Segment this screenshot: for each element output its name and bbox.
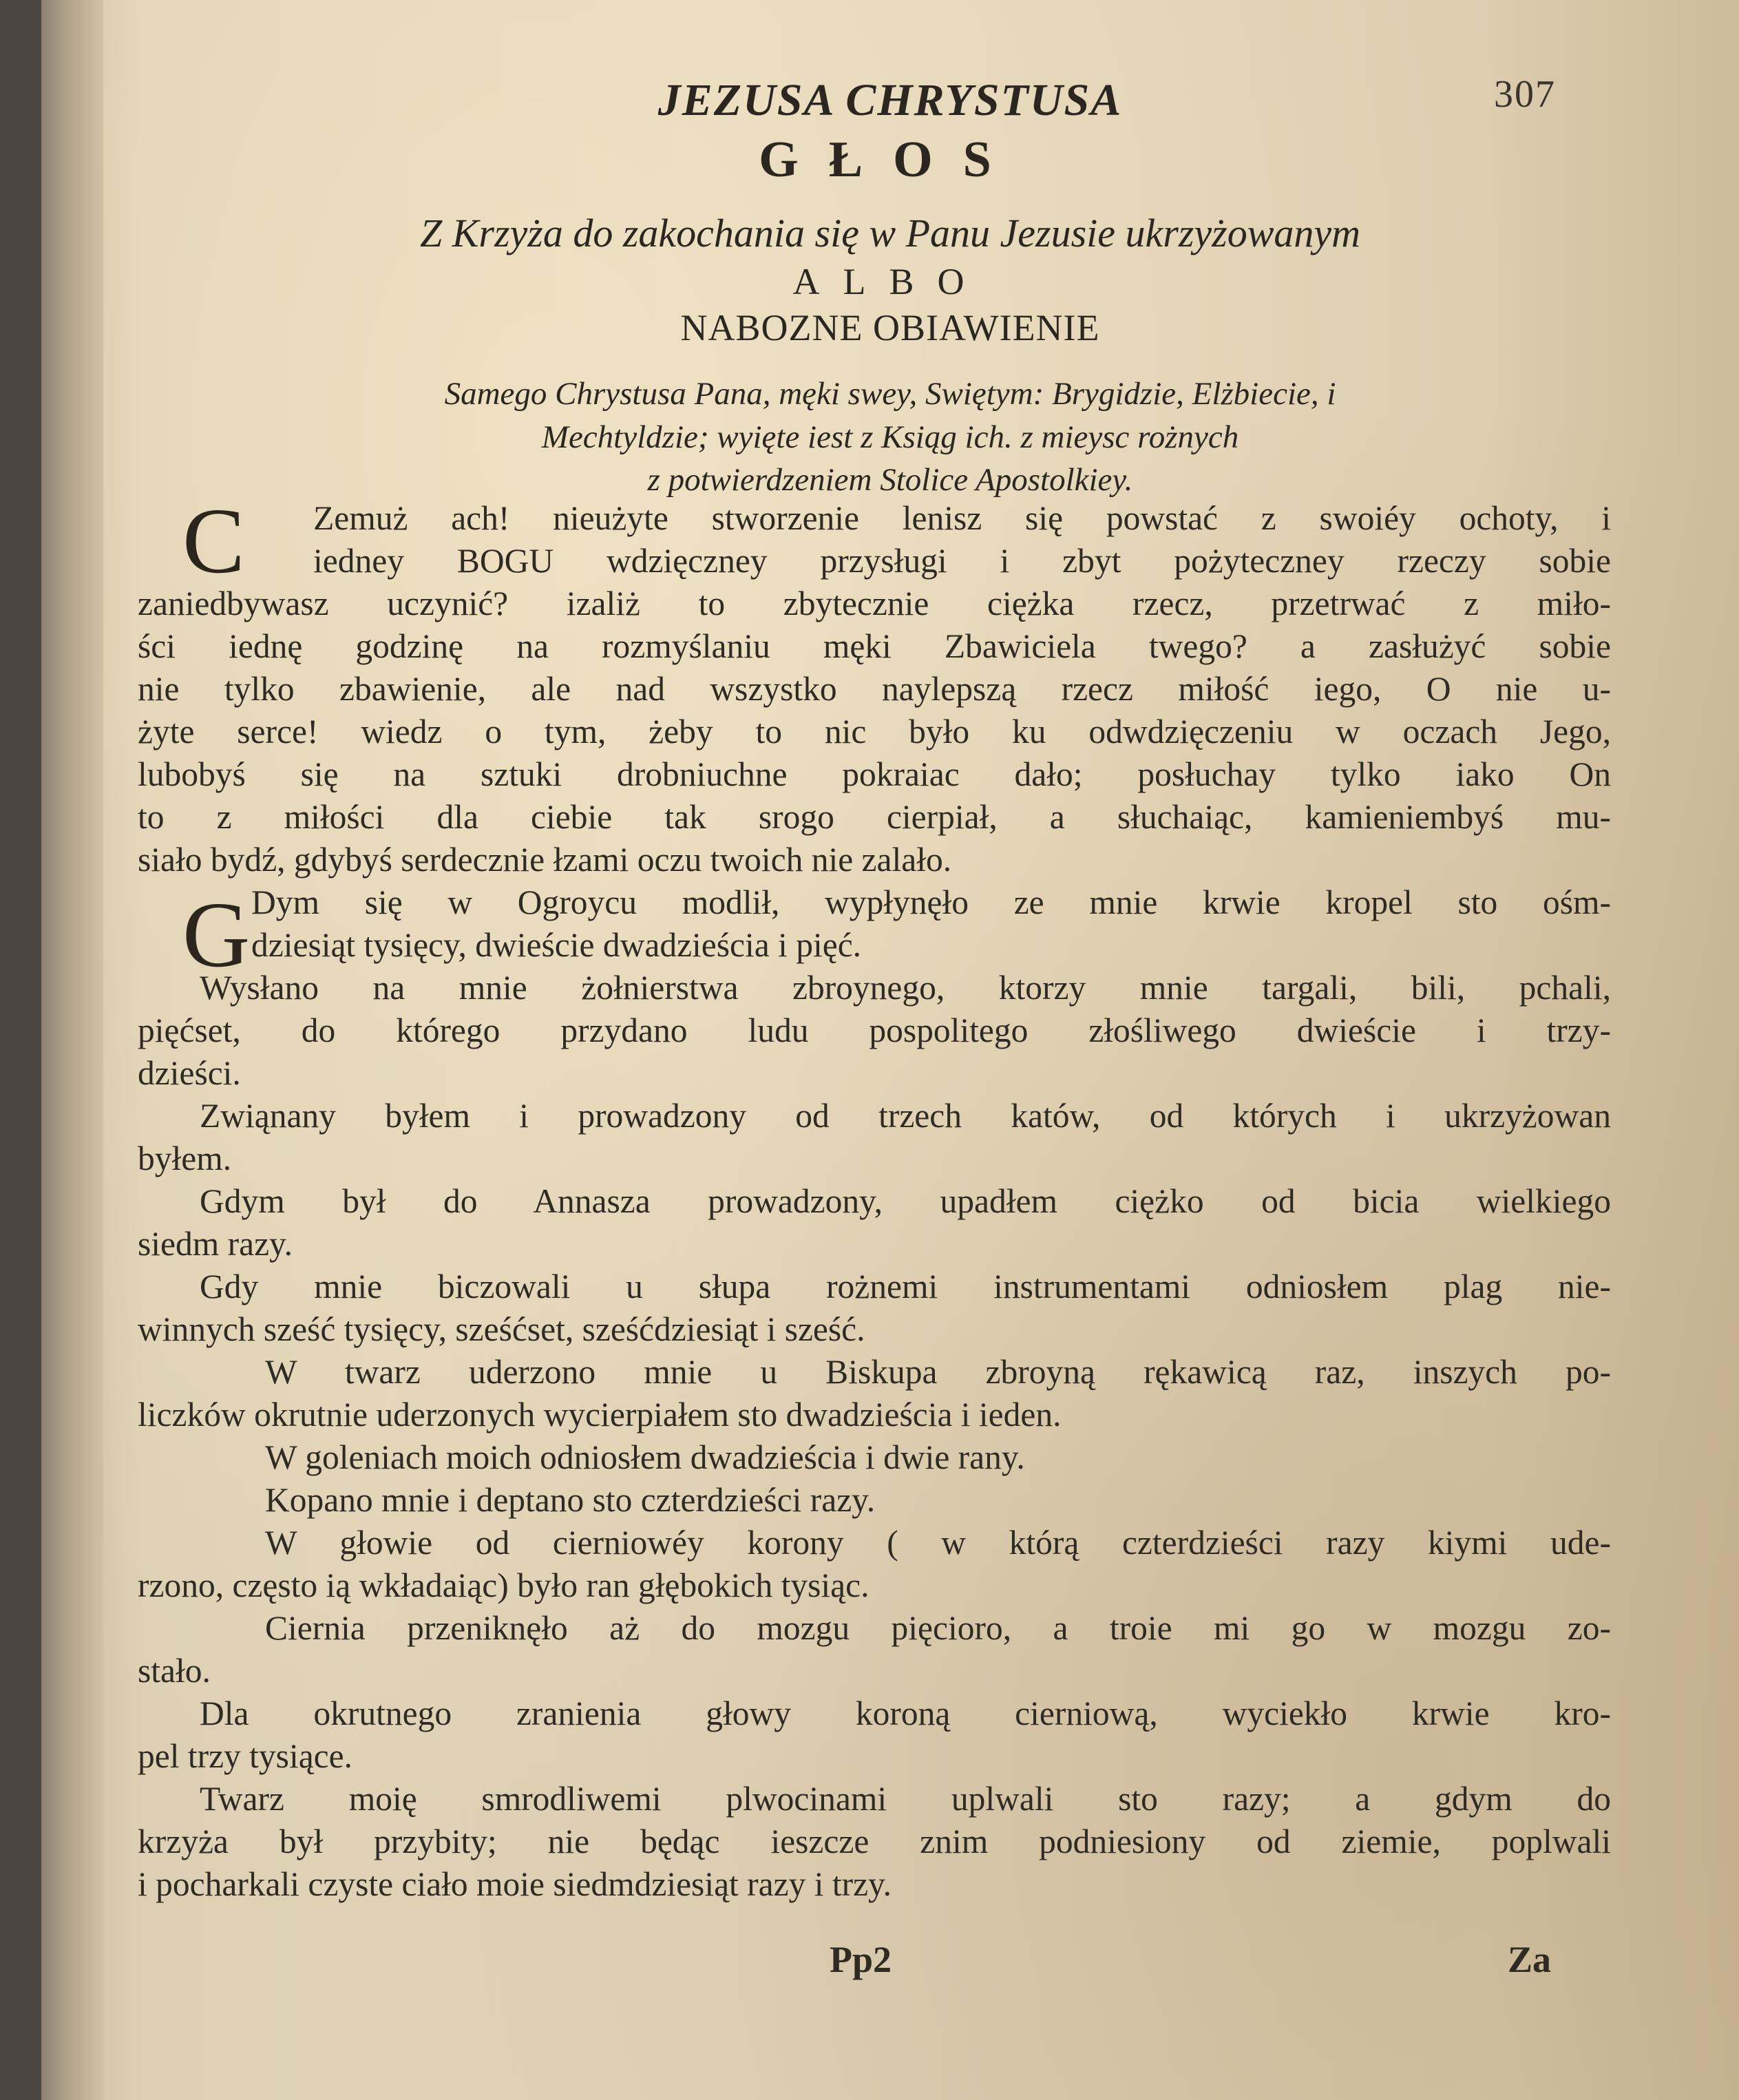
text-line: pel trzy tysiące. (138, 1737, 352, 1775)
text-line: Gdym był do Annasza prowadzony, upadłem ciężko od bicia wielkiego (200, 1182, 1611, 1220)
text-line: dziesiąt tysięcy, dwieście dwadzieścia i pięć. (251, 926, 862, 964)
text-line: Zwiąnany byłem i prowadzony od trzech katów, od których i ukrzyżowan (200, 1097, 1611, 1135)
intro-line: Samego Chrystusa Pana, męki swey, Swiętym: Brygidzie, Elżbiecie, i (444, 376, 1336, 412)
running-title: JEZUSA CHRYSTUSA (657, 75, 1123, 125)
text-line: W głowie od cierniowéy korony ( w którą czterdzieści razy kiymi ude- (265, 1524, 1611, 1562)
main-title: GŁOS (759, 132, 1022, 188)
text-line: to z miłości dla ciebie tak srogo cierpiał, a słuchaiąc, kamieniembyś mu- (138, 798, 1611, 836)
text-line: Twarz moię smrodliwemi plwocinami uplwali sto razy; a gdym do (200, 1780, 1611, 1818)
text-line: siedm razy. (138, 1225, 293, 1263)
text-line: lubobyś się na sztuki drobniuchne pokraiac dało; posłuchay tylko iako On (138, 755, 1611, 793)
subtitle: Z Krzyża do zakochania się w Panu Jezusie ukrzyżowanym (419, 211, 1361, 255)
text-line: W goleniach moich odniosłem dwadzieścia i dwie rany. (265, 1438, 1025, 1476)
text-line: stało. (138, 1652, 211, 1690)
drop-cap: C (182, 490, 245, 593)
drop-cap: G (182, 883, 251, 987)
text-line: iedney BOGU wdzięczney przysługi i zbyt pożyteczney rzeczy sobie (313, 542, 1611, 580)
text-line: zaniedbywasz uczynić? izaliż to zbytecznie ciężka rzecz, przetrwać z miło- (138, 585, 1611, 622)
text-line: Zemuż ach! nieużyte stworzenie lenisz się powstać z swoiéy ochoty, i (313, 499, 1611, 537)
text-line: krzyża był przybity; nie będąc ieszcze znim podniesiony od ziemie, poplwali (138, 1823, 1611, 1860)
book-page (41, 0, 1739, 2100)
text-line: winnych sześć tysięcy, sześćset, sześćdziesiąt i sześć. (138, 1310, 865, 1348)
text-line: Wysłano na mnie żołnierstwa zbroynego, ktorzy mnie targali, bili, pchali, (200, 969, 1611, 1007)
signature-mark: Pp2 (830, 1939, 892, 1980)
text-line: Dym się w Ogroycu modlił, wypłynęło ze mnie krwie kropel sto ośm- (251, 883, 1611, 921)
text-line: i pocharkali czyste ciało moie siedmdziesiąt razy i trzy. (138, 1865, 892, 1903)
text-line: Ciernia przeniknęło aż do mozgu pięcioro, a troie mi go w mozgu zo- (265, 1609, 1611, 1647)
text-line: rzono, często ią wkładaiąc) było ran głębokich tysiąc. (138, 1566, 870, 1604)
intro-line: Mechtyldzie; wyięte iest z Ksiąg ich. z mieysc rożnych (541, 419, 1239, 455)
text-line: byłem. (138, 1140, 232, 1177)
text-line: nie tylko zbawienie, ale nad wszystko naylepszą rzecz miłość iego, O nie u- (138, 670, 1611, 708)
albo-heading: ALBO (792, 261, 988, 302)
text-line: żyte serce! wiedz o tym, żeby to nic było ku odwdzięczeniu w oczach Jego, (138, 713, 1611, 750)
catchword: Za (1508, 1939, 1552, 1980)
text-line: siało bydź, gdybyś serdecznie łzami oczu twoich nie zalało. (138, 841, 952, 879)
text-line: Gdy mnie biczowali u słupa rożnemi instrumentami odniosłem plag nie- (200, 1268, 1611, 1305)
text-line: dzieści. (138, 1054, 241, 1092)
text-line: Kopano mnie i deptano sto czterdzieści razy. (265, 1481, 876, 1519)
text-line: pięćset, do którego przydano ludu pospolitego złośliwego dwieście i trzy- (138, 1011, 1611, 1049)
text-line: ści iednę godzinę na rozmyślaniu męki Zbawiciela twego? a zasłużyć sobie (138, 627, 1611, 665)
body-text (138, 497, 1611, 1906)
page-number: 307 (1494, 73, 1556, 116)
intro-line: z potwierdzeniem Stolice Apostolkiey. (647, 462, 1133, 498)
nabozne-heading: NABOZNE OBIAWIENIE (680, 307, 1100, 348)
text-line: liczków okrutnie uderzonych wycierpiałem sto dwadzieścia i ieden. (138, 1396, 1062, 1434)
text-line: Dla okrutnego zranienia głowy koroną cierniową, wyciekło krwie kro- (200, 1694, 1611, 1732)
text-line: W twarz uderzono mnie u Biskupa zbroyną rękawicą raz, inszych po- (265, 1353, 1611, 1391)
